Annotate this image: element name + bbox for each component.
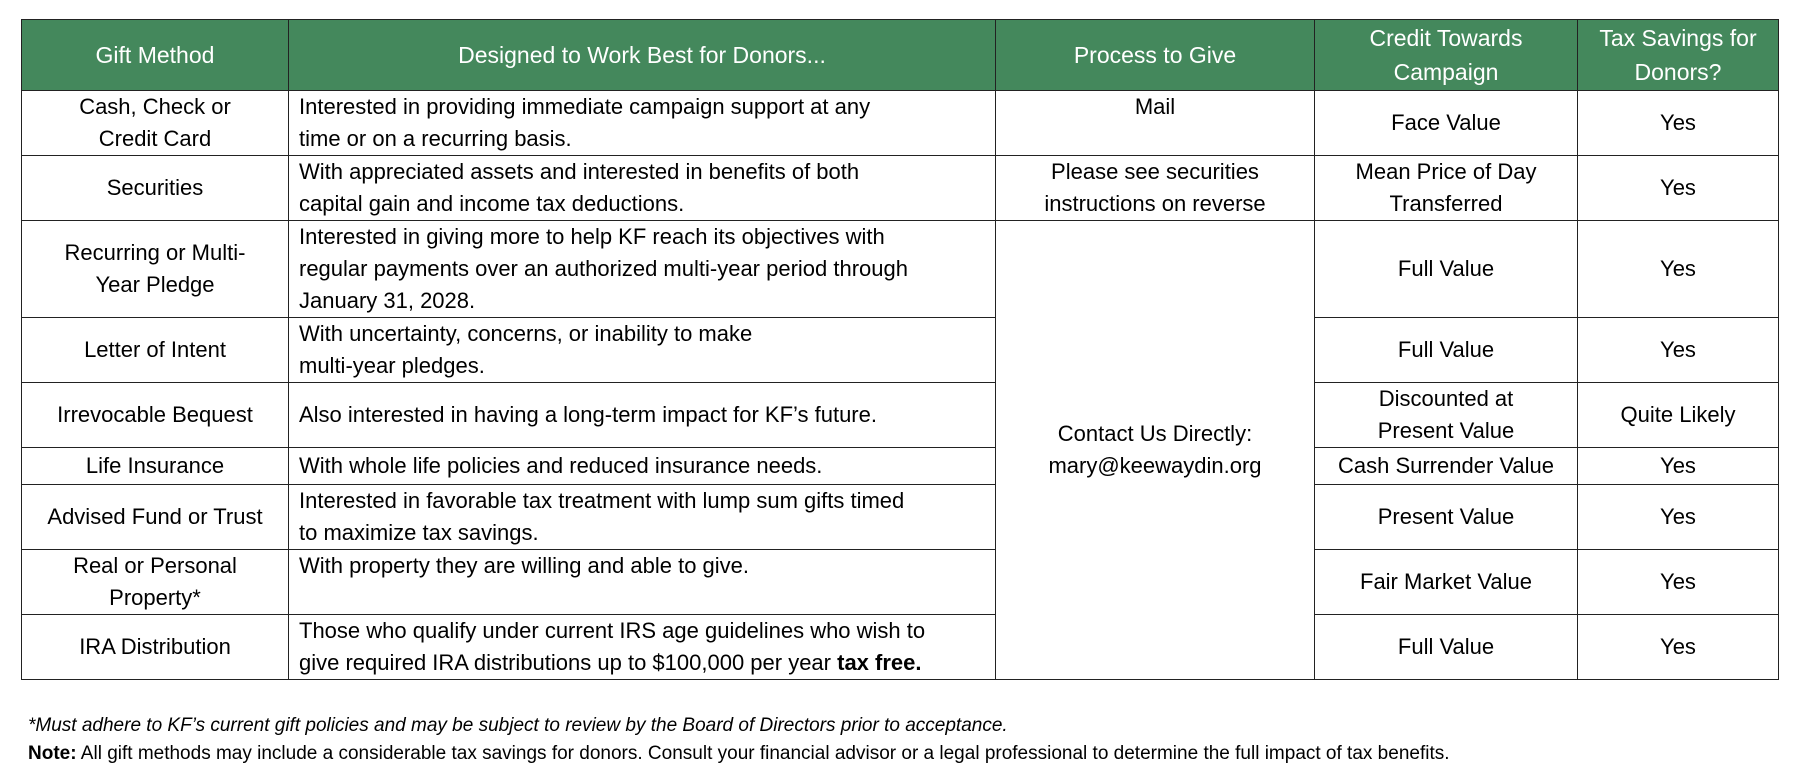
cell-gift-method: Securities [22, 156, 289, 221]
cell-designed-for [289, 221, 996, 318]
method-line: Credit Card [98, 126, 212, 151]
method-line: Real or Personal [73, 553, 237, 578]
note [28, 741, 1450, 767]
credit-line: Mean Price of Day [1355, 159, 1537, 184]
header-credit-line2: Campaign [1393, 59, 1499, 85]
designed-line: multi-year pledges. [299, 353, 485, 378]
designed-line: capital gain and income tax deductions. [299, 191, 685, 216]
designed-line: Those who qualify under current IRS age guidelines who wish to [299, 618, 926, 643]
designed-line: time or on a recurring basis. [299, 126, 572, 151]
designed-line: January 31, 2028. [299, 288, 476, 313]
cell-designed-for [289, 485, 996, 550]
cell-gift-method [22, 550, 289, 615]
cell-tax: Quite Likely [1578, 383, 1779, 448]
note-text: All gift methods may include a considerable tax savings for donors. Consult your financial advisor or a legal professional to determine the full impact of tax benefits. [80, 743, 1450, 764]
method-line: Recurring or Multi- [64, 240, 246, 265]
table-row [22, 156, 1779, 221]
contact-email[interactable]: mary@keewaydin.org [1048, 453, 1262, 478]
cell-credit: Full Value [1315, 221, 1578, 318]
credit-line: Transferred [1389, 191, 1503, 216]
cell-process: Mail [996, 91, 1315, 156]
process-line: instructions on reverse [1044, 191, 1266, 216]
header-tax-savings [1578, 20, 1779, 91]
cell-gift-method [22, 221, 289, 318]
header-tax-line1: Tax Savings for [1599, 25, 1757, 51]
cell-gift-method: Letter of Intent [22, 318, 289, 383]
cell-tax: Yes [1578, 318, 1779, 383]
credit-line: Discounted at [1378, 386, 1514, 411]
cell-gift-method: Irrevocable Bequest [22, 383, 289, 448]
header-credit [1315, 20, 1578, 91]
cell-gift-method: Advised Fund or Trust [22, 485, 289, 550]
designed-line: regular payments over an authorized multi-year period through [299, 256, 908, 281]
cell-designed-for [289, 156, 996, 221]
cell-designed-for [289, 615, 996, 680]
header-tax-line2: Donors? [1634, 59, 1722, 85]
contact-label: Contact Us Directly: [1057, 421, 1253, 446]
cell-designed-for [289, 91, 996, 156]
cell-credit [1315, 156, 1578, 221]
cell-gift-method: Life Insurance [22, 448, 289, 485]
designed-line: Interested in giving more to help KF reach its objectives with [299, 224, 885, 249]
cell-gift-method [22, 91, 289, 156]
cell-credit: Cash Surrender Value [1315, 448, 1578, 485]
cell-tax: Yes [1578, 221, 1779, 318]
table-row [22, 91, 1779, 156]
designed-line: give required IRA distributions up to $100,000 per year [299, 650, 831, 675]
header-designed-for: Designed to Work Best for Donors... [289, 20, 996, 91]
gift-methods-table [21, 19, 1779, 680]
header-gift-method: Gift Method [22, 20, 289, 91]
credit-line: Present Value [1377, 418, 1515, 443]
cell-tax: Yes [1578, 615, 1779, 680]
cell-tax: Yes [1578, 91, 1779, 156]
designed-line: With uncertainty, concerns, or inability to make [299, 321, 753, 346]
cell-designed-for [289, 318, 996, 383]
cell-credit: Fair Market Value [1315, 550, 1578, 615]
table-row [22, 615, 1779, 680]
method-line: Cash, Check or [79, 94, 231, 119]
cell-process-contact [996, 221, 1315, 680]
cell-credit: Full Value [1315, 318, 1578, 383]
table-row [22, 448, 1779, 485]
method-line: Year Pledge [95, 272, 215, 297]
designed-line: Interested in providing immediate campaign support at any [299, 94, 871, 119]
method-line: Property* [109, 585, 201, 610]
cell-tax: Yes [1578, 156, 1779, 221]
cell-credit: Present Value [1315, 485, 1578, 550]
designed-line: to maximize tax savings. [299, 520, 539, 545]
cell-designed-for: With whole life policies and reduced insurance needs. [289, 448, 996, 485]
cell-credit [1315, 383, 1578, 448]
table-row [22, 318, 1779, 383]
footnote: *Must adhere to KF’s current gift policies and may be subject to review by the Board of Directors prior to acceptance. [28, 715, 1008, 736]
cell-tax: Yes [1578, 485, 1779, 550]
table-row [22, 383, 1779, 448]
cell-credit: Face Value [1315, 91, 1578, 156]
cell-designed-for: With property they are willing and able to give. [289, 550, 996, 615]
table-row [22, 221, 1779, 318]
cell-process [996, 156, 1315, 221]
cell-tax: Yes [1578, 550, 1779, 615]
designed-line: Interested in favorable tax treatment with lump sum gifts timed [299, 488, 905, 513]
note-label: Note: [28, 743, 77, 764]
cell-designed-for: Also interested in having a long-term impact for KF’s future. [289, 383, 996, 448]
header-credit-line1: Credit Towards [1369, 25, 1523, 51]
process-line: Please see securities [1051, 159, 1259, 184]
cell-gift-method: IRA Distribution [22, 615, 289, 680]
table-header-row [22, 20, 1779, 91]
cell-tax: Yes [1578, 448, 1779, 485]
designed-line: With appreciated assets and interested in benefits of both [299, 159, 860, 184]
designed-bold-text: tax free. [837, 650, 922, 675]
table-row [22, 485, 1779, 550]
cell-credit: Full Value [1315, 615, 1578, 680]
header-process: Process to Give [996, 20, 1315, 91]
table-row [22, 550, 1779, 615]
